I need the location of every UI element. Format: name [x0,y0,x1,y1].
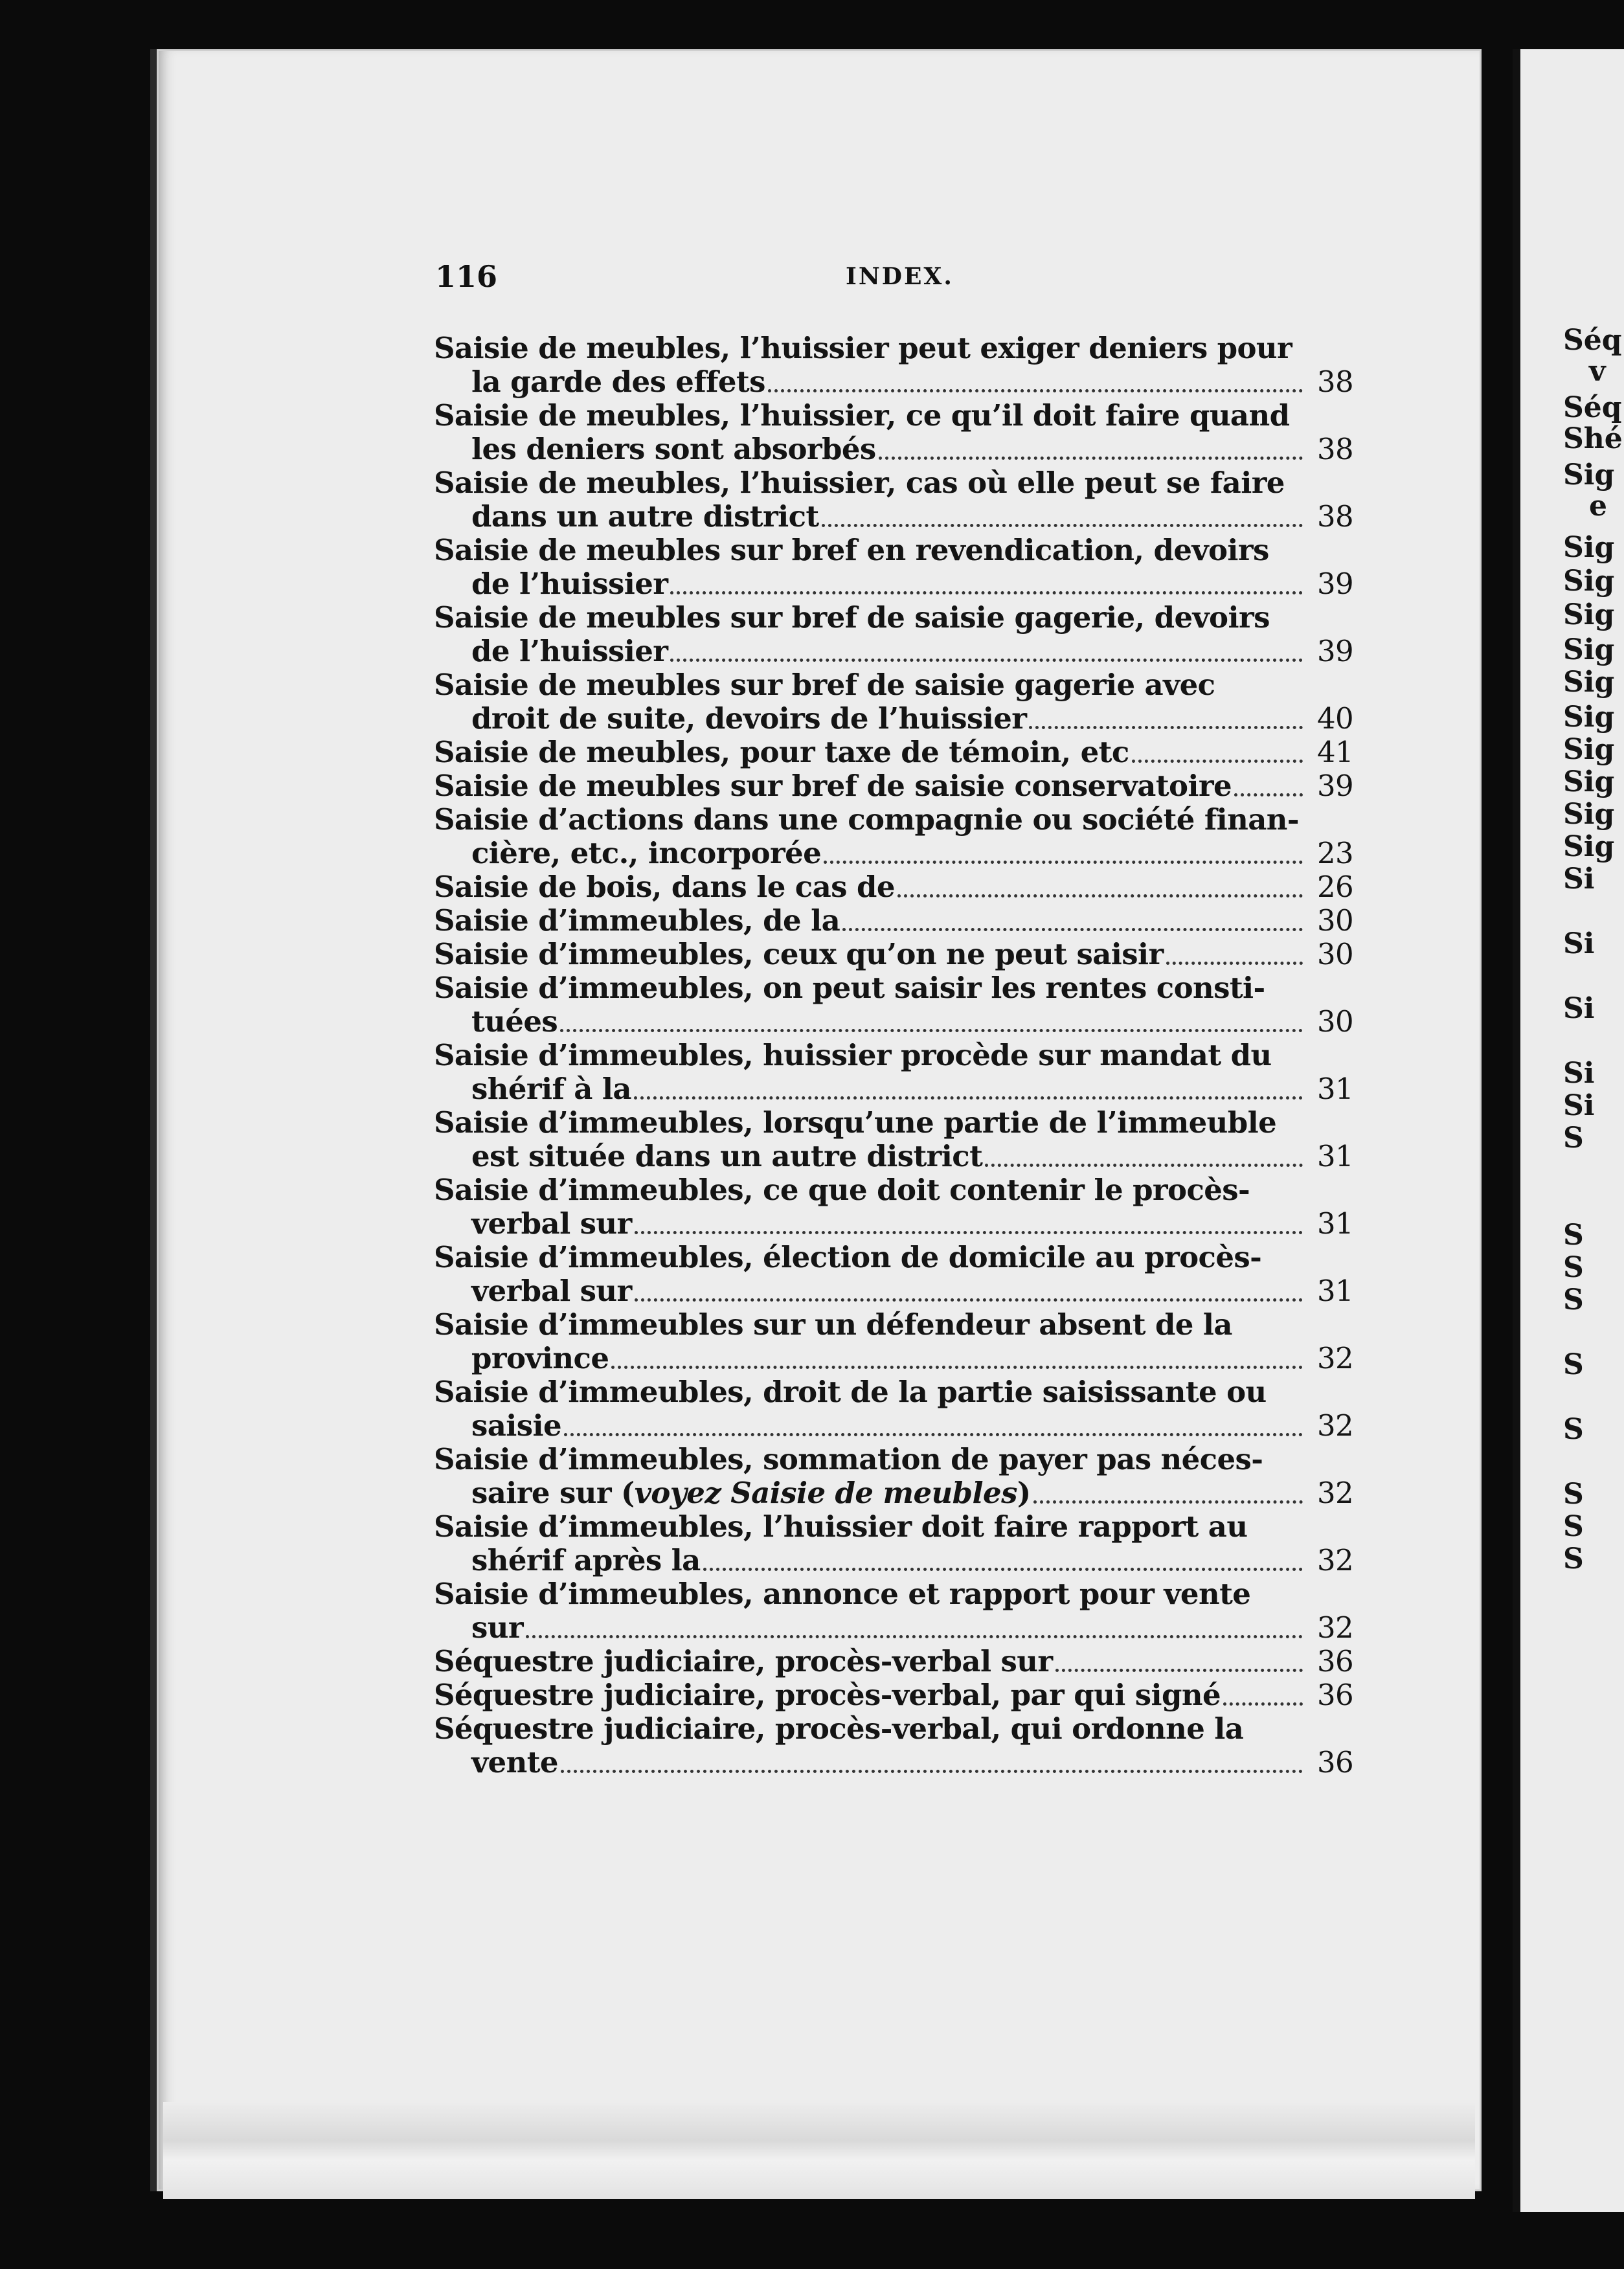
right-page-fragment: S [1563,1478,1584,1511]
index-entry-page: 38 [1316,499,1353,534]
dot-leader [1029,726,1303,729]
index-entry-page: 31 [1316,1206,1353,1241]
index-entry-continuation-text: de l’huissier [471,567,668,601]
index-entry-page: 40 [1316,701,1353,736]
index-entry-continuation [434,1746,1353,1779]
index-entry-continuation-text: saisie [471,1408,562,1443]
index-entry-page: 32 [1316,1341,1353,1375]
index-entry [434,904,1353,938]
dot-leader [635,1231,1303,1234]
index-entry-continuation-text: dans un autre district [471,499,819,534]
index-entry [434,1241,1353,1308]
index-entry-continuation [434,365,1353,399]
dot-leader [526,1635,1303,1638]
index-entry-line [434,1678,1353,1712]
index-entry [434,1712,1353,1779]
index-entry-text: Saisie de meubles, l’huissier peut exiger deniers pour [434,331,1292,365]
index-entry-continuation [434,1140,1353,1173]
index-entry-page: 36 [1316,1678,1353,1712]
index-entry-continuation [434,1274,1353,1308]
right-page-fragment: Sig [1563,598,1615,631]
right-page-fragment: Shé [1563,422,1623,455]
index-entry [434,870,1353,904]
index-entry-continuation-text: est située dans un autre district [471,1139,983,1173]
index-entry-continuation [434,1342,1353,1375]
index-entry [434,1308,1353,1375]
right-page-fragment: S [1563,1510,1584,1543]
index-entry-page: 39 [1316,634,1353,668]
right-page-fragment: Sig [1563,798,1615,831]
index-entry-continuation [434,500,1353,534]
right-page-fragment: v [1589,355,1606,388]
running-title: INDEX. [846,263,954,290]
index-entry [434,399,1353,466]
dot-leader [1055,1669,1303,1672]
dot-leader [879,457,1303,460]
dot-leader [564,1433,1303,1436]
dot-leader [1166,962,1303,965]
index-entry-page: 30 [1316,937,1353,971]
index-entry-line [434,769,1353,803]
dot-leader [897,894,1303,897]
dot-leader [985,1164,1303,1167]
index-entry-continuation-text: la garde des effets [471,365,765,399]
dot-leader [703,1568,1303,1571]
index-entry-continuation [434,433,1353,466]
index-entry-page: 23 [1316,836,1353,870]
index-entry-continuation-text: verbal sur [471,1274,632,1308]
dot-leader [634,1096,1303,1100]
page-header [435,259,1322,304]
index-entry [434,803,1353,870]
index-entry [434,1510,1353,1577]
index-entry-page: 31 [1316,1072,1353,1106]
index-entry-text: Saisie d’immeubles, élection de domicile au procès- [434,1240,1262,1274]
dot-leader [1234,793,1303,796]
dot-leader [822,524,1303,527]
dot-leader [635,1298,1303,1302]
index-entry-continuation [434,1409,1353,1443]
index-entry-text: Séquestre judiciaire, procès-verbal, par qui signé [434,1678,1221,1712]
index-entry-page: 41 [1316,735,1353,769]
index-entry [434,971,1353,1039]
index-entry [434,466,1353,534]
index-entry-text: Saisie d’immeubles, lorsqu’une partie de l’immeuble [434,1105,1277,1140]
right-page-fragment: Si [1563,1089,1595,1122]
index-entry-page: 39 [1316,769,1353,803]
dot-leader [1033,1500,1303,1504]
index-entry-continuation [434,1207,1353,1241]
index-entry [434,769,1353,803]
index-entry-line [434,870,1353,904]
index-entry-continuation-text: vente [471,1745,558,1779]
right-page-fragment: Si [1563,1057,1595,1090]
index-entry-text: Saisie d’actions dans une compagnie ou société finan- [434,802,1299,837]
index-entry-text: Saisie d’immeubles, annonce et rapport pour vente [434,1577,1251,1611]
index-entry-text: Saisie de meubles, l’huissier, cas où elle peut se faire [434,466,1285,500]
right-page-fragment: Sig [1563,531,1615,564]
index-entry-page: 32 [1316,1476,1353,1510]
index-entry-text: Saisie d’immeubles, droit de la partie saisissante ou [434,1375,1267,1409]
right-page-fragment: S [1563,1219,1584,1252]
index-entry-line [434,1645,1353,1678]
cross-reference: voyez Saisie de meubles [634,1476,1017,1510]
index-entry-page: 31 [1316,1274,1353,1308]
index-entry-text: Saisie de meubles sur bref de saisie gagerie, devoirs [434,600,1270,635]
right-page-fragment: Sig [1563,733,1615,766]
index-entry-continuation-text: saire sur (voyez Saisie de meubles) [471,1476,1031,1510]
right-page-fragment: S [1563,1413,1584,1446]
index-entry-page: 26 [1316,870,1353,904]
index-entry-continuation [434,635,1353,668]
index-entry-line [434,938,1353,971]
page-number: 116 [435,259,498,294]
right-page-fragment: Si [1563,927,1595,960]
dot-leader [768,389,1303,392]
index-entry [434,938,1353,971]
index-entry [434,1106,1353,1173]
index-entry [434,668,1353,736]
right-page-fragment: S [1563,1251,1584,1284]
right-page-fragment: Sig [1563,666,1615,699]
index-entry-text: Saisie de meubles, l’huissier, ce qu’il doit faire quand [434,398,1290,433]
index-entry-page: 36 [1316,1644,1353,1678]
index-entry-page: 31 [1316,1139,1353,1173]
index-entry-text: Séquestre judiciaire, procès-verbal sur [434,1644,1053,1678]
index-entry-continuation-text: les deniers sont absorbés [471,432,876,466]
index-entry [434,1173,1353,1241]
dot-leader [611,1366,1303,1369]
right-page-fragment: Séq [1563,324,1622,357]
right-page-fragment: Si [1563,863,1595,896]
index-entry [434,1678,1353,1712]
index-entry [434,601,1353,668]
index-entry-continuation-text: shérif à la [471,1072,631,1106]
index-entry-text: Saisie d’immeubles, on peut saisir les rentes consti- [434,971,1265,1005]
dot-leader [670,591,1303,594]
index-entry-text: Saisie d’immeubles, l’huissier doit faire rapport au [434,1509,1248,1544]
index-entry [434,1375,1353,1443]
index-entry-text: Saisie de meubles sur bref en revendication, devoirs [434,533,1269,567]
index-entry-continuation-text: shérif après la [471,1543,701,1577]
index-entry [434,1645,1353,1678]
right-page-fragment: S [1563,1542,1584,1575]
index-entry-text: Saisie d’immeubles, sommation de payer pas néces- [434,1442,1263,1476]
index-entry-continuation-text: tuées [471,1004,558,1039]
index-entry-continuation [434,1544,1353,1577]
index-entry-continuation [434,702,1353,736]
index-entry-page: 38 [1316,365,1353,399]
index-entry [434,736,1353,769]
right-page-fragment: Sig [1563,765,1615,798]
index-entry-text: Saisie de meubles sur bref de saisie conservatoire [434,769,1232,803]
index-entry-page: 32 [1316,1543,1353,1577]
right-page-fragment: Sig [1563,565,1615,598]
index-entry-continuation [434,567,1353,601]
index-entry-page: 32 [1316,1610,1353,1645]
right-page-fragment: Séq [1563,391,1622,424]
index-entry-continuation [434,1476,1353,1510]
dot-leader [842,928,1303,931]
index-entry-line [434,736,1353,769]
right-page-fragment: Sig [1563,830,1615,863]
dot-leader [1132,760,1303,763]
right-page-fragment: Sig [1563,458,1615,491]
index-entry-page: 30 [1316,1004,1353,1039]
index-entry-page: 32 [1316,1408,1353,1443]
right-page-fragment: e [1589,490,1607,523]
dot-leader [670,659,1303,662]
index-entry-continuation [434,1072,1353,1106]
index-entry [434,1443,1353,1510]
index-entry-page: 36 [1316,1745,1353,1779]
dot-leader [561,1770,1303,1773]
index-entry-text: Saisie de bois, dans le cas de [434,870,895,904]
index-list [434,332,1353,1779]
index-entry-continuation [434,1005,1353,1039]
right-page-fragment: S [1563,1122,1584,1155]
index-entry-text: Saisie de meubles, pour taxe de témoin, etc [434,735,1129,769]
right-page-fragment: S [1563,1283,1584,1316]
index-entry [434,1577,1353,1645]
index-entry [434,332,1353,399]
index-entry-continuation-text: droit de suite, devoirs de l’huissier [471,701,1027,736]
right-page-fragment: Si [1563,992,1595,1025]
index-entry-continuation [434,837,1353,870]
index-entry-text: Saisie de meubles sur bref de saisie gagerie avec [434,668,1215,702]
index-entry-continuation [434,1611,1353,1645]
index-entry [434,1039,1353,1106]
index-entry-continuation-text: de l’huissier [471,634,668,668]
index-entry-continuation-text: province [471,1341,609,1375]
index-entry-continuation-text: sur [471,1610,523,1645]
index-entry-text: Saisie d’immeubles, ceux qu’on ne peut saisir [434,937,1164,971]
dot-leader [560,1029,1303,1032]
index-entry-text: Saisie d’immeubles, huissier procède sur mandat du [434,1038,1272,1072]
right-page-fragment: Sig [1563,701,1615,734]
dot-leader [1223,1702,1303,1706]
right-page-fragment: S [1563,1348,1584,1381]
index-entry-page: 30 [1316,903,1353,938]
index-entry-continuation-text: verbal sur [471,1206,632,1241]
page-bottom-edge [163,2102,1475,2199]
right-page-fragment: Sig [1563,633,1615,666]
index-entry-page: 38 [1316,432,1353,466]
index-entry-line [434,904,1353,938]
index-entry-text: Saisie d’immeubles, de la [434,903,840,938]
index-entry-continuation-text: cière, etc., incorporée [471,836,822,870]
index-entry [434,534,1353,601]
index-entry-page: 39 [1316,567,1353,601]
index-entry-text: Saisie d’immeubles sur un défendeur absent de la [434,1307,1232,1342]
index-entry-text: Saisie d’immeubles, ce que doit contenir le procès- [434,1173,1250,1207]
index-entry-text: Séquestre judiciaire, procès-verbal, qui ordonne la [434,1711,1244,1746]
dot-leader [824,861,1303,864]
